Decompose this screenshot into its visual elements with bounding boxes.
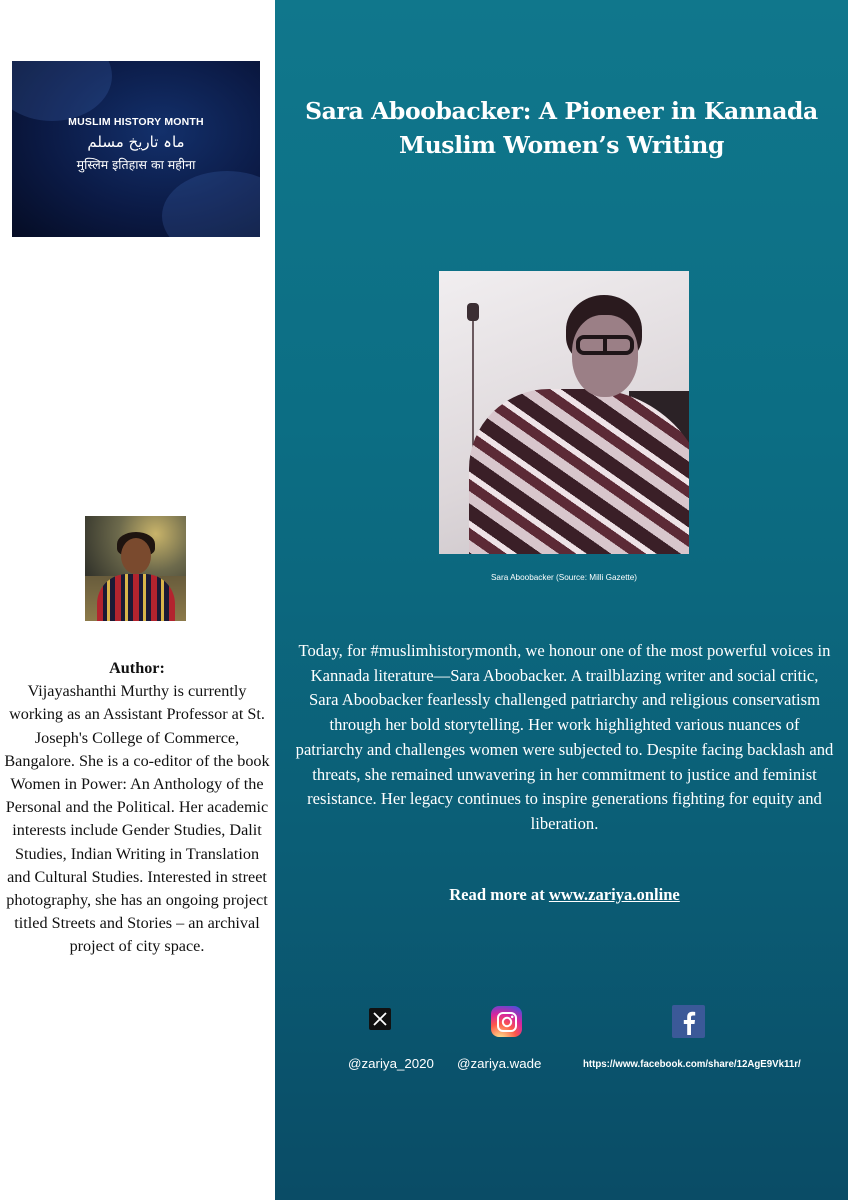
read-more-link[interactable]: www.zariya.online xyxy=(548,885,680,904)
article-title: Sara Aboobacker: A Pioneer in Kannada Muslim Women’s Writing xyxy=(305,97,818,159)
banner-title-urdu: ماہ تاریخ مسلم xyxy=(87,133,185,151)
article-body: Today, for #muslimhistorymonth, we honour one of the most powerful voices in Kannada literature—Sara Aboobacker. A trailblazing writer and social critic, Sara Aboobacker fearlessly challenged patriarchy and religious conservatism through her bold storytelling. Her work highlighted various nuances of patriarchy and challenges women were subjected to. Despite facing backlash and threats, she remained unwavering in her commitment to justice and feminist resistance. Her legacy continues to inspire generations fighting for equity and liberation. xyxy=(295,641,834,833)
image-caption: Sara Aboobacker (Source: Milli Gazette) xyxy=(490,573,638,582)
instagram-handle[interactable]: @zariya.wade xyxy=(457,1056,542,1071)
banner-glow xyxy=(12,61,112,121)
facebook-url[interactable]: https://www.facebook.com/share/12AgE9Vk11r/ xyxy=(583,1059,801,1070)
x-logo-icon[interactable] xyxy=(369,1008,391,1030)
author-bio: Vijayashanthi Murthy is currently working as an Assistant Professor at St. Joseph's College of Commerce, Bangalore. She is a co-editor of the book Women in Power: An Anthology of the Personal and the Political. Her academic interests include Gender Studies, Dalit Studies, Indian Writing in Translation and Cultural Studies. Interested in street photography, she has an ongoing project titled Streets and Stories – an archival project of city space. xyxy=(4,682,270,956)
read-more-prefix: Read more at xyxy=(449,885,549,904)
banner-title-english: MUSLIM HISTORY MONTH xyxy=(68,116,204,128)
banner-title-hindi: मुस्लिम इतिहास का महीना xyxy=(76,157,196,172)
banner-glow xyxy=(162,171,260,237)
instagram-icon[interactable] xyxy=(491,1006,522,1037)
muslim-history-month-banner xyxy=(12,61,260,237)
facebook-icon[interactable] xyxy=(672,1005,705,1038)
x-handle[interactable]: @zariya_2020 xyxy=(348,1056,434,1071)
read-more xyxy=(295,885,834,905)
right-column xyxy=(275,0,848,1200)
author-section xyxy=(4,657,270,959)
left-column xyxy=(0,0,275,1200)
author-photo xyxy=(85,516,186,621)
author-label: Author: xyxy=(109,659,165,677)
sara-aboobacker-portrait xyxy=(439,271,689,554)
